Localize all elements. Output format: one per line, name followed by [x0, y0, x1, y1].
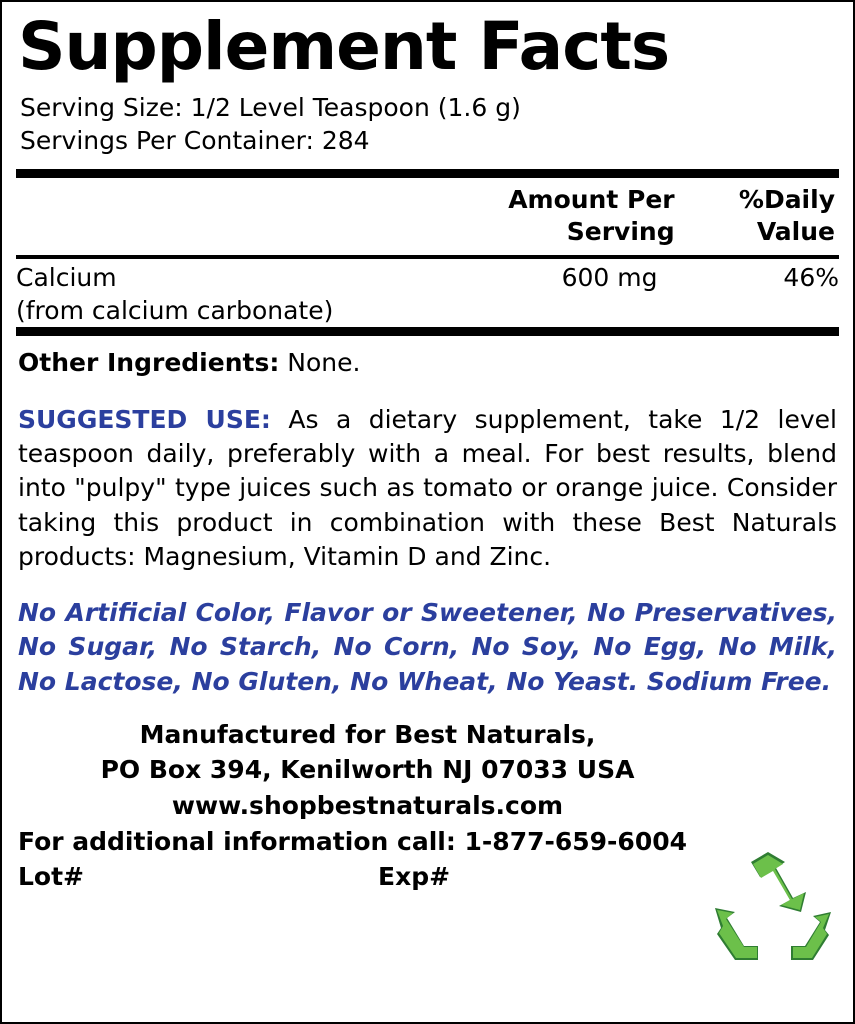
- nutrient-daily-value: 46%: [783, 262, 839, 292]
- suggested-use-label: SUGGESTED USE:: [18, 404, 271, 434]
- divider-thick-bottom: [16, 327, 839, 336]
- free-of-claims: No Artificial Color, Flavor or Sweetener, No Preservatives, No Sugar, No Starch, No Corn, No Soy, No Egg, No Milk, No Lactose, No Gluten, No Wheat, No Yeast. Sodium Free.: [18, 598, 837, 696]
- table-row-sub: [16, 292, 839, 325]
- other-ingredients: [18, 348, 839, 377]
- nutrient-source: (from calcium carbonate): [16, 295, 334, 325]
- manufacturer-block: [16, 717, 839, 824]
- manufacturer-website[interactable]: www.shopbestnaturals.com: [171, 790, 564, 820]
- header-daily-line2: Value: [756, 216, 835, 246]
- page-title: Supplement Facts: [18, 8, 670, 85]
- suggested-use: [18, 403, 837, 574]
- serving-size: Serving Size: 1/2 Level Teaspoon (1.6 g): [20, 93, 521, 123]
- nutrient-amount: 600 mg: [561, 262, 658, 292]
- nutrient-name: Calcium: [16, 262, 117, 292]
- table-body: [16, 259, 839, 325]
- recycle-icon: [711, 850, 835, 960]
- table-header: [16, 178, 839, 255]
- label-inner: [2, 2, 853, 891]
- header-daily-line1: %Daily: [738, 185, 835, 215]
- divider-thick-top: [16, 169, 839, 178]
- nutrition-table: [16, 178, 839, 255]
- header-amount-line1: Amount Per: [508, 185, 675, 215]
- manufacturer-line1: Manufactured for Best Naturals,: [139, 719, 596, 749]
- lot-label: Lot#: [18, 862, 85, 892]
- table-row: [16, 259, 839, 292]
- header-amount-per-serving: [444, 178, 683, 255]
- suggested-use-text: As a dietary supplement, take 1/2 level teaspoon daily, preferably with a meal. For best results, blend into "pulpy" type juices such as tomato or orange juice. Consider taking this product in combination with these Best Naturals products: Magnesium, Vitamin D and Zinc.: [18, 404, 837, 571]
- header-daily-value: [683, 178, 839, 255]
- manufacturer-line2: PO Box 394, Kenilworth NJ 07033 USA: [100, 755, 635, 785]
- other-ingredients-label: Other Ingredients:: [18, 347, 280, 377]
- servings-per-container: Servings Per Container: 284: [20, 126, 370, 156]
- table-header-row: [16, 178, 839, 255]
- contact-line: For additional information call: 1-877-659-6004: [18, 827, 688, 857]
- exp-label: Exp#: [378, 862, 451, 892]
- header-spacer: [16, 178, 444, 255]
- nutrition-rows: [16, 259, 839, 325]
- other-ingredients-value: None.: [287, 347, 361, 377]
- header-amount-line2: Serving: [566, 216, 675, 246]
